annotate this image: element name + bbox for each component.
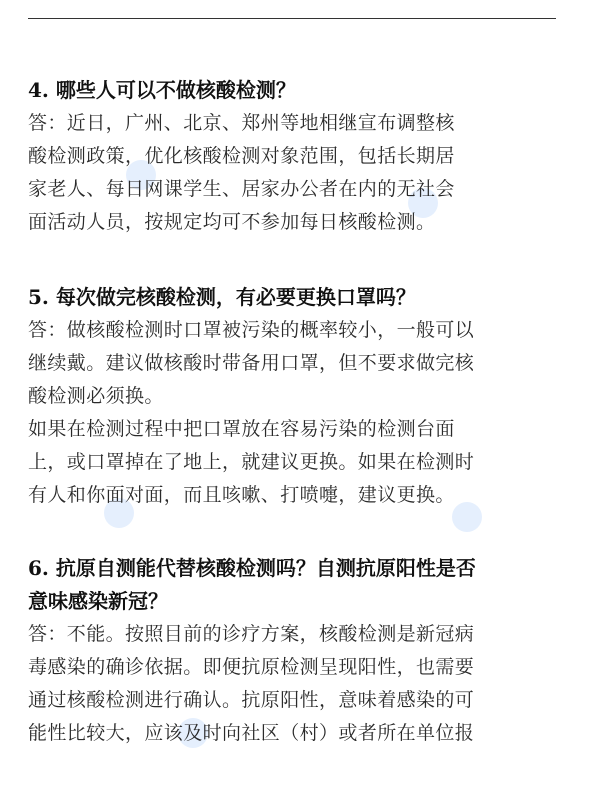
answer-line: 能性比较大，应该及时向社区（村）或者所在单位报	[28, 722, 475, 744]
article-body	[28, 74, 568, 792]
answer-line: 家老人、每日网课学生、居家办公者在内的无社会	[28, 178, 455, 200]
question-5: 5. 每次做完核酸检测，有必要更换口罩吗？	[28, 285, 416, 309]
qa-section-6	[28, 552, 568, 750]
answer-line: 上，或口罩掉在了地上，就建议更换。如果在检测时	[28, 451, 475, 473]
question-4: 4. 哪些人可以不做核酸检测？	[28, 78, 296, 102]
answer-line: 面活动人员，按规定均可不参加每日核酸检测。	[28, 211, 436, 233]
top-divider	[28, 18, 556, 19]
answer-line: 如果在检测过程中把口罩放在容易污染的检测台面	[28, 418, 455, 440]
answer-line: 答：不能。按照目前的诊疗方案，核酸检测是新冠病	[28, 623, 475, 645]
answer-line: 答：做核酸检测时口罩被污染的概率较小，一般可以	[28, 319, 475, 341]
answer-line: 毒感染的确诊依据。即便抗原检测呈现阳性，也需要	[28, 656, 475, 678]
answer-line: 酸检测必须换。	[28, 385, 164, 407]
question-6-continued: 意味感染新冠？	[28, 589, 168, 613]
answer-line: 继续戴。建议做核酸时带备用口罩，但不要求做完核	[28, 352, 475, 374]
answer-line: 酸检测政策，优化核酸检测对象范围，包括长期居	[28, 145, 455, 167]
answer-line: 有人和你面对面，而且咳嗽、打喷嚏，建议更换。	[28, 484, 455, 506]
answer-line: 答：近日，广州、北京、郑州等地相继宣布调整核	[28, 112, 455, 134]
qa-section-5	[28, 281, 568, 512]
question-6: 6. 抗原自测能代替核酸检测吗？自测抗原阳性是否	[28, 556, 476, 580]
qa-section-4	[28, 74, 568, 239]
answer-line: 通过核酸检测进行确认。抗原阳性，意味着感染的可	[28, 689, 475, 711]
